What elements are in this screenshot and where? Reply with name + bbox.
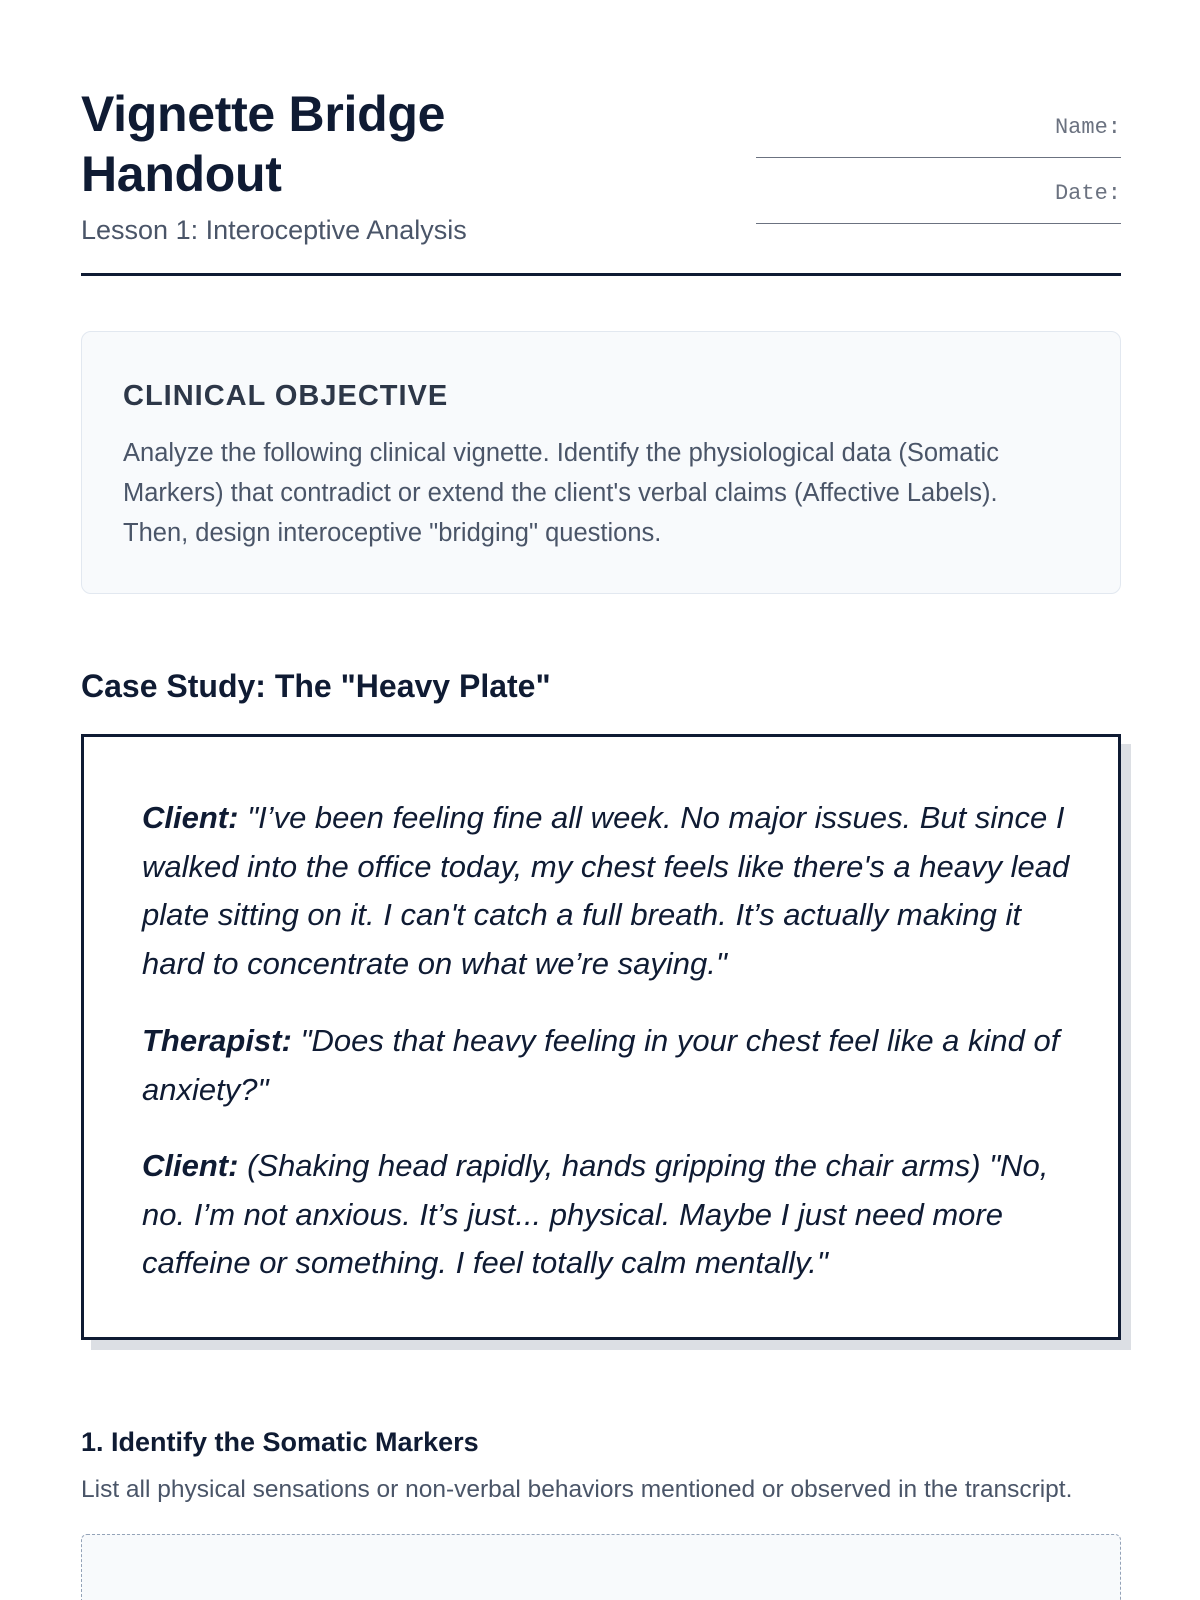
name-row [756, 114, 1121, 180]
dialogue-line [142, 1142, 1072, 1288]
speaker-label: Therapist: [142, 1023, 292, 1058]
dialogue-text: "Does that heavy feeling in your chest feel like a kind of anxiety?" [142, 1023, 1060, 1107]
speaker-label: Client: [142, 800, 239, 835]
dialogue-text: (Shaking head rapidly, hands gripping the chair arms) "No, no. I’m not anxious. It’s just... physical. Maybe I just need more caffeine or something. I feel totally calm mentally." [142, 1148, 1049, 1280]
dialogue-line [142, 1017, 1072, 1114]
date-field[interactable] [756, 223, 1121, 224]
section-1-description: List all physical sensations or non-verbal behaviors mentioned or observed in the transcript. [81, 1476, 1073, 1503]
date-label: Date: [1054, 181, 1121, 206]
handout-page [81, 0, 1121, 1600]
student-info [756, 114, 1121, 246]
speaker-label: Client: [142, 1148, 239, 1183]
page-title: Vignette Bridge Handout [81, 86, 446, 202]
dialogue-text: "I’ve been feeling fine all week. No major issues. But since I walked into the office today, my chest feels like there's a heavy lead plate sitting on it. I can't catch a full breath. It’s actually making it hard to concentrate on what we’re saying." [142, 800, 1070, 981]
somatic-markers-answer-box[interactable] [81, 1534, 1121, 1600]
date-row [756, 180, 1121, 246]
header [81, 84, 1121, 276]
name-label: Name: [1054, 115, 1121, 140]
name-field[interactable] [756, 157, 1121, 158]
dialogue-line [142, 794, 1072, 988]
case-study-transcript [81, 734, 1121, 1340]
objective-text: Analyze the following clinical vignette. Identify the physiological data (Somatic Markers) that contradict or extend the client's verbal claims (Affective Labels). Then, design interoceptive "bridging" questions. [123, 439, 999, 547]
clinical-objective-box [81, 331, 1121, 594]
case-study-heading: Case Study: The "Heavy Plate" [81, 668, 551, 704]
section-1-heading: 1. Identify the Somatic Markers [81, 1427, 479, 1457]
page-subtitle: Lesson 1: Interoceptive Analysis [81, 215, 467, 245]
objective-heading: CLINICAL OBJECTIVE [123, 380, 449, 412]
